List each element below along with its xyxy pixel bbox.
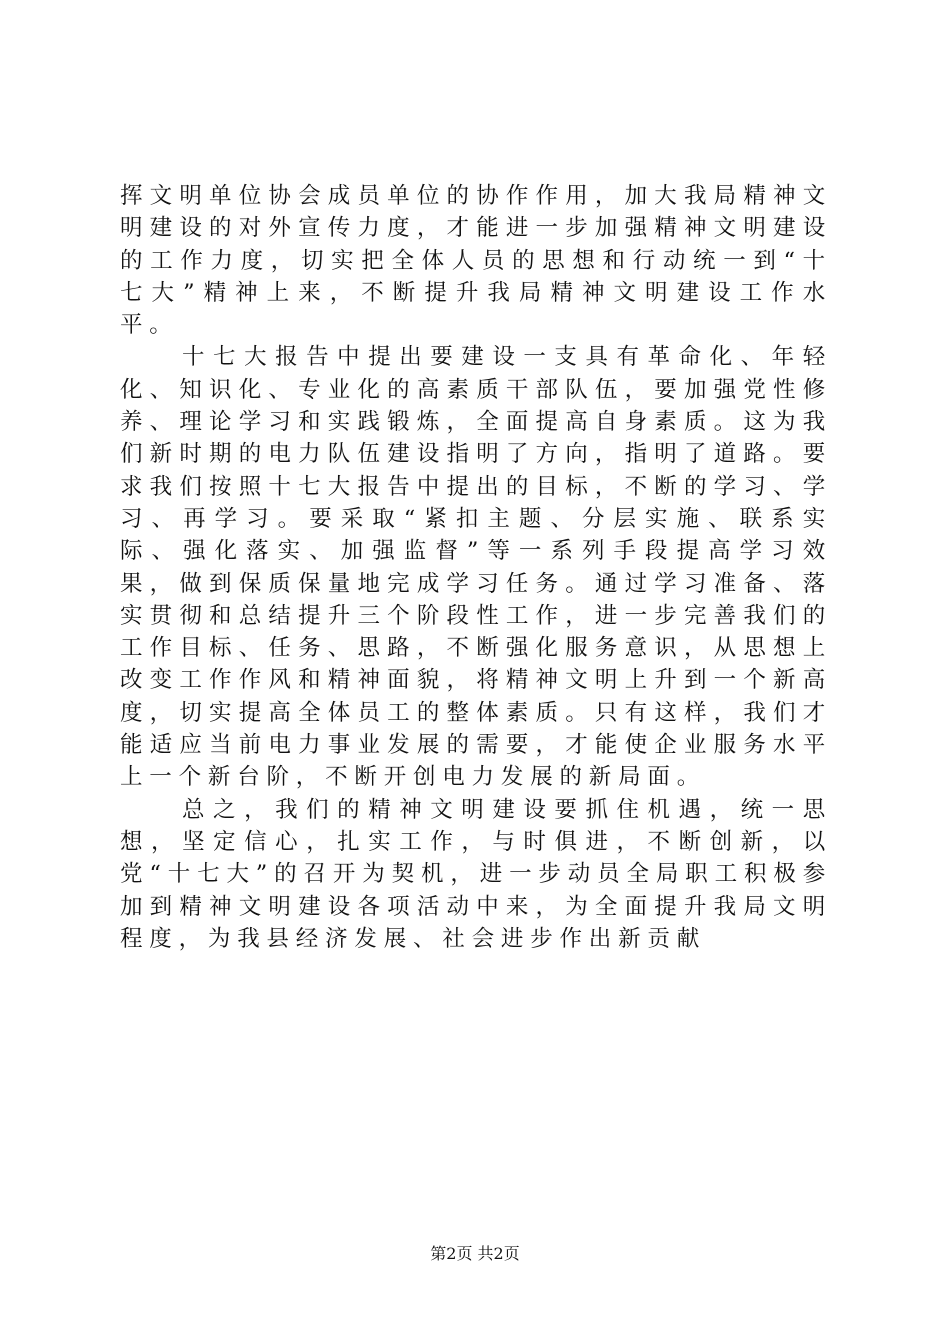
- paragraph-3: 总之，我们的精神文明建设要抓住机遇，统一思想，坚定信心，扎实工作，与时俱进，不断创新，以党“十七大”的召开为契机，进一步动员全局职工积极参加到精神文明建设各项活动中来，为全面提升我局文明程度，为我县经济发展、社会进步作出新贡献: [120, 796, 832, 952]
- paragraph-2: 十七大报告中提出要建设一支具有革命化、年轻化、知识化、专业化的高素质干部队伍，要加强党性修养、理论学习和实践锻炼，全面提高自身素质。这为我们新时期的电力队伍建设指明了方向，指明了道路。要求我们按照十七大报告中提出的目标，不断的学习、学习、再学习。要采取“紧扣主题、分层实施、联系实际、强化落实、加强监督”等一系列手段提高学习效果，做到保质保量地完成学习任务。通过学习准备、落实贯彻和总结提升三个阶段性工作，进一步完善我们的工作目标、任务、思路，不断强化服务意识，从思想上改变工作作风和精神面貌，将精神文明上升到一个新高度，切实提高全体员工的整体素质。只有这样，我们才能适应当前电力事业发展的需要，才能使企业服务水平上一个新台阶，不断开创电力发展的新局面。: [120, 344, 832, 791]
- page-number-footer: 第2页 共2页: [430, 1244, 520, 1263]
- paragraph-1: 挥文明单位协会成员单位的协作作用，加大我局精神文明建设的对外宣传力度，才能进一步加强精神文明建设的工作力度，切实把全体人员的思想和行动统一到“十七大”精神上来，不断提升我局精神文明建设工作水平。: [120, 183, 832, 339]
- body-text: [120, 180, 832, 955]
